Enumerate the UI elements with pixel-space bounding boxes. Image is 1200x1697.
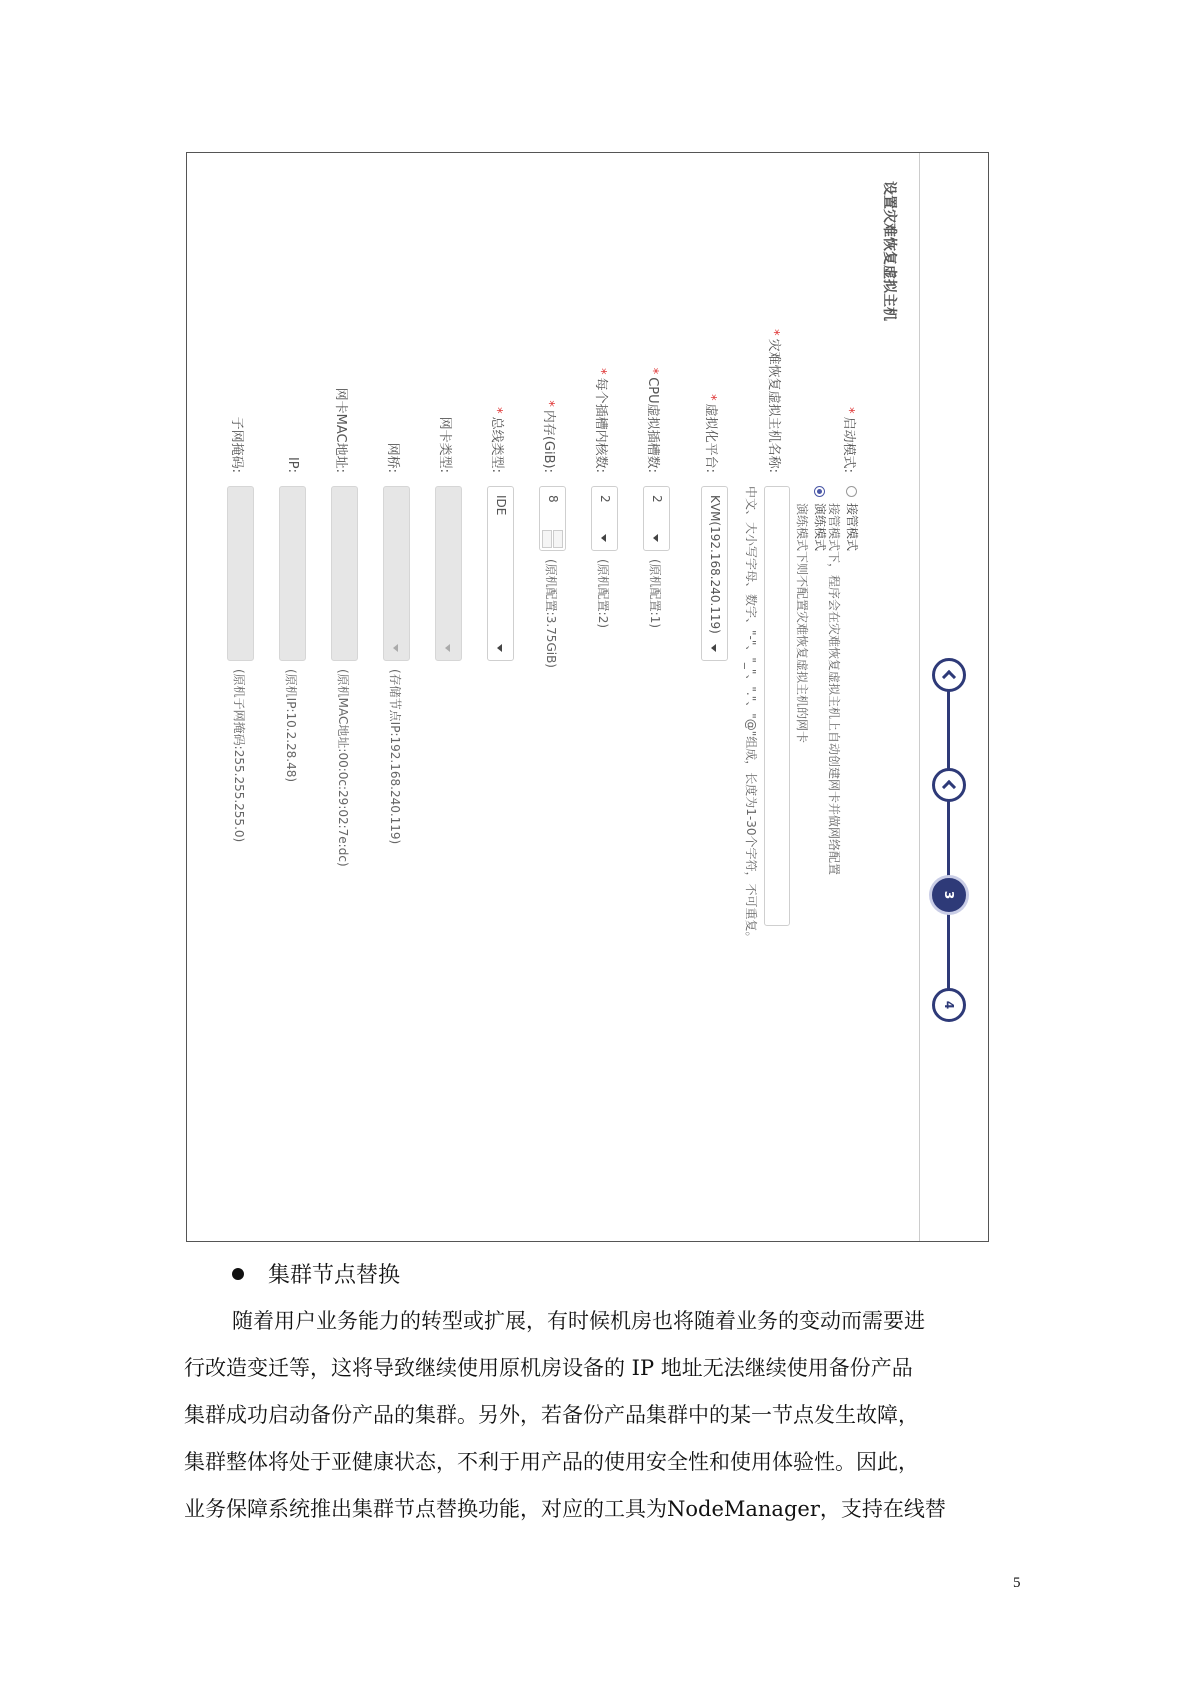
ip-input[interactable]: [279, 486, 306, 661]
memory-note: (原机配置:3.75GiB): [544, 559, 558, 668]
netmask-label: 子网掩码:: [229, 416, 244, 473]
step-progress-line: [947, 673, 950, 1005]
chevron-down-icon: [654, 534, 659, 542]
form-title: 设置灾难恢复虚拟主机: [881, 181, 897, 321]
rotated-form-panel: [187, 153, 989, 1242]
mac-note: (原机MAC地址:00:0c:29:02:7e:dc): [336, 669, 350, 867]
vm-name-input[interactable]: [764, 486, 790, 926]
netmask-note: (原机子网掩码:255.255.255.0): [232, 669, 246, 843]
radio-takeover-label: 接管模式: [845, 503, 859, 552]
stepper-arrows[interactable]: [541, 530, 563, 548]
cores-select[interactable]: 2: [591, 486, 618, 551]
chevron-down-icon: [394, 644, 399, 652]
mac-input[interactable]: [331, 486, 358, 661]
section-bullet: [232, 1258, 400, 1289]
cpu-sockets-label: *CPU虚拟插槽数:: [645, 367, 660, 473]
paragraph-line: 行改造变迁等，这将导致继续使用原机房设备的 IP 地址无法继续使用备份产品: [184, 1356, 913, 1380]
step-2-done[interactable]: [932, 768, 966, 802]
bus-type-select[interactable]: IDE: [487, 486, 514, 661]
ip-label: IP:: [285, 456, 300, 473]
bullet-icon: [232, 1268, 244, 1280]
cpu-sockets-select[interactable]: 2: [643, 486, 670, 551]
bridge-note: (存储节点IP:192.168.240.119): [388, 669, 402, 845]
radio-takeover-desc: 接管模式下，程序会在灾难恢复虚拟主机上自动创建网卡并做网络配置: [827, 503, 841, 876]
header-divider: [919, 153, 920, 1242]
platform-label: *虚拟化平台:: [703, 394, 718, 473]
radio-drill-desc: 演练模式下则不配置灾难恢复虚拟主机的网卡: [795, 503, 809, 744]
paragraph-line: 集群成功启动备份产品的集群。另外，若备份产品集群中的某一节点发生故障，: [184, 1403, 919, 1427]
cores-label: *每个插槽内核数:: [593, 368, 608, 473]
platform-select[interactable]: KVM(192.168.240.119): [701, 486, 728, 661]
radio-drill[interactable]: [814, 486, 825, 497]
paragraph-line: 业务保障系统推出集群节点替换功能，对应的工具为NodeManager，支持在线替: [184, 1497, 946, 1521]
body-paragraph: [184, 1298, 1024, 1533]
chevron-down-icon: [446, 644, 451, 652]
memory-label: *内存(GiB):: [541, 400, 556, 473]
boot-mode-label: *启动模式:: [841, 407, 856, 473]
cpu-sockets-note: (原机配置:1): [648, 559, 662, 629]
screenshot-figure: [186, 152, 989, 1242]
memory-stepper[interactable]: 8: [539, 486, 566, 551]
step-1-done[interactable]: [932, 658, 966, 692]
mac-label: 网卡MAC地址:: [333, 387, 348, 473]
vm-name-hint: 中文、大小写字母、数字、"-"、"_"、"."、"@"组成，长度为1-30个字符，不可重复。: [744, 486, 758, 944]
step-3-current[interactable]: 3: [932, 878, 966, 912]
page-number: 5: [1013, 1575, 1021, 1591]
ip-note: (原机IP:10.2.28.48): [284, 669, 298, 783]
vm-name-label: *灾难恢复虚拟主机名称:: [766, 329, 781, 473]
check-icon: [942, 779, 956, 793]
cores-note: (原机配置:2): [596, 559, 610, 629]
paragraph-line: 集群整体将处于亚健康状态，不利于用产品的使用安全性和使用体验性。因此，: [184, 1450, 919, 1474]
chevron-down-icon: [498, 644, 503, 652]
radio-drill-label: 演练模式: [813, 503, 827, 552]
netmask-input[interactable]: [227, 486, 254, 661]
bus-type-label: *总线类型:: [489, 407, 504, 473]
step-4-pending[interactable]: 4: [932, 988, 966, 1022]
bridge-select[interactable]: [383, 486, 410, 661]
chevron-down-icon: [602, 534, 607, 542]
nic-type-label: 网卡类型:: [437, 416, 452, 473]
nic-type-select[interactable]: [435, 486, 462, 661]
bridge-label: 网桥:: [385, 442, 400, 473]
check-icon: [942, 669, 956, 683]
chevron-down-icon: [712, 644, 717, 652]
section-heading: 集群节点替换: [268, 1263, 401, 1288]
radio-takeover[interactable]: [846, 486, 857, 497]
paragraph-line: 随着用户业务能力的转型或扩展，有时候机房也将随着业务的变动而需要进: [232, 1309, 925, 1333]
